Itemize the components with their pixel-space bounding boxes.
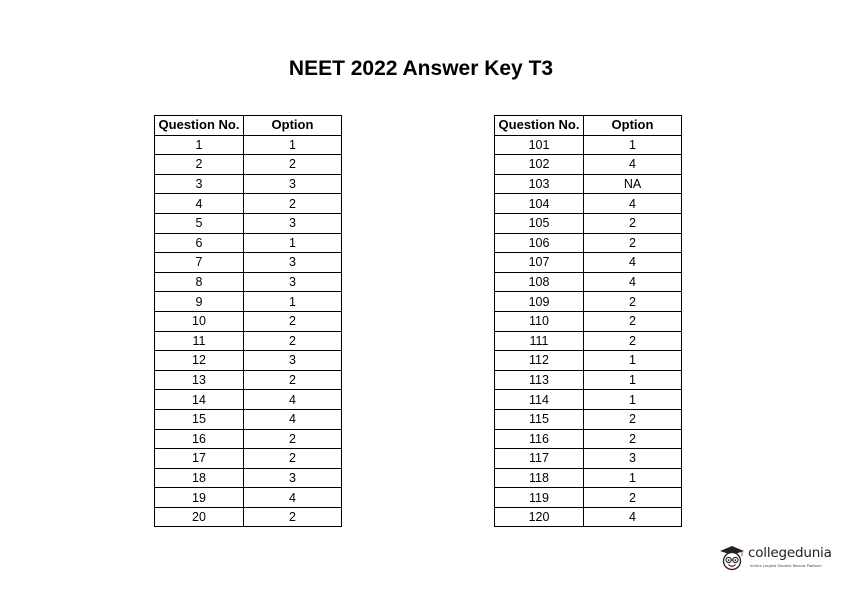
table-row [155, 409, 342, 429]
option-cell: 2 [584, 331, 682, 351]
option-cell: 4 [584, 155, 682, 175]
option-cell: 2 [584, 488, 682, 508]
table-row [155, 331, 342, 351]
option-cell: 2 [244, 507, 342, 527]
question-number-cell: 110 [495, 311, 584, 331]
table-row [495, 272, 682, 292]
question-number-cell: 120 [495, 507, 584, 527]
question-number-cell: 108 [495, 272, 584, 292]
question-number-cell: 111 [495, 331, 584, 351]
logo-tagline: India's Largest Student Review Platform [750, 564, 822, 568]
option-cell: 2 [244, 429, 342, 449]
answer-rows [155, 135, 342, 527]
table-header-row [495, 116, 682, 136]
table-row [155, 449, 342, 469]
table-row [155, 194, 342, 214]
option-cell: 3 [244, 351, 342, 371]
question-number-cell: 9 [155, 292, 244, 312]
table-row [495, 155, 682, 175]
question-number-cell: 8 [155, 272, 244, 292]
table-row [495, 311, 682, 331]
question-no-header: Question No. [495, 116, 584, 136]
table-row [495, 253, 682, 273]
question-number-cell: 15 [155, 409, 244, 429]
option-header: Option [244, 116, 342, 136]
question-number-cell: 17 [155, 449, 244, 469]
option-cell: NA [584, 174, 682, 194]
table-row [495, 507, 682, 527]
table-row [495, 174, 682, 194]
option-cell: 1 [584, 351, 682, 371]
collegedunia-logo [718, 542, 836, 576]
question-number-cell: 19 [155, 488, 244, 508]
question-number-cell: 4 [155, 194, 244, 214]
option-cell: 3 [244, 272, 342, 292]
question-number-cell: 106 [495, 233, 584, 253]
option-cell: 2 [244, 311, 342, 331]
question-number-cell: 13 [155, 370, 244, 390]
question-number-cell: 117 [495, 449, 584, 469]
option-cell: 3 [244, 174, 342, 194]
option-cell: 2 [244, 331, 342, 351]
question-number-cell: 109 [495, 292, 584, 312]
question-number-cell: 20 [155, 507, 244, 527]
table-row [155, 135, 342, 155]
option-cell: 2 [584, 213, 682, 233]
table-row [155, 351, 342, 371]
table-row [495, 390, 682, 410]
option-cell: 1 [244, 292, 342, 312]
table-row [495, 351, 682, 371]
question-number-cell: 2 [155, 155, 244, 175]
table-row [155, 488, 342, 508]
option-cell: 4 [244, 488, 342, 508]
question-number-cell: 14 [155, 390, 244, 410]
option-cell: 1 [244, 233, 342, 253]
option-cell: 1 [584, 370, 682, 390]
question-number-cell: 3 [155, 174, 244, 194]
table-row [155, 174, 342, 194]
option-cell: 3 [244, 213, 342, 233]
table-row [155, 507, 342, 527]
question-number-cell: 11 [155, 331, 244, 351]
option-cell: 2 [244, 370, 342, 390]
option-cell: 2 [584, 409, 682, 429]
table-row [155, 370, 342, 390]
option-cell: 3 [244, 253, 342, 273]
logo-wordmark: collegedunia [748, 545, 832, 561]
option-cell: 1 [584, 390, 682, 410]
option-cell: 2 [584, 311, 682, 331]
table-header-row [155, 116, 342, 136]
option-cell: 4 [584, 253, 682, 273]
table-row [155, 233, 342, 253]
question-number-cell: 7 [155, 253, 244, 273]
option-cell: 4 [584, 194, 682, 214]
table-row [155, 155, 342, 175]
question-number-cell: 102 [495, 155, 584, 175]
option-cell: 2 [584, 429, 682, 449]
option-cell: 2 [244, 449, 342, 469]
answer-key-table-right [494, 115, 682, 527]
table-row [155, 272, 342, 292]
option-cell: 2 [244, 155, 342, 175]
table-row [495, 213, 682, 233]
option-cell: 2 [584, 233, 682, 253]
question-number-cell: 116 [495, 429, 584, 449]
question-number-cell: 119 [495, 488, 584, 508]
table-row [495, 429, 682, 449]
table-row [495, 292, 682, 312]
table-row [155, 429, 342, 449]
question-number-cell: 105 [495, 213, 584, 233]
option-cell: 2 [244, 194, 342, 214]
option-cell: 4 [584, 507, 682, 527]
table-row [495, 449, 682, 469]
option-cell: 4 [244, 390, 342, 410]
table-row [155, 468, 342, 488]
option-cell: 4 [244, 409, 342, 429]
question-no-header: Question No. [155, 116, 244, 136]
question-number-cell: 104 [495, 194, 584, 214]
question-number-cell: 114 [495, 390, 584, 410]
answer-key-table-left [154, 115, 342, 527]
question-number-cell: 18 [155, 468, 244, 488]
table-row [495, 331, 682, 351]
table-row [155, 311, 342, 331]
option-header: Option [584, 116, 682, 136]
question-number-cell: 107 [495, 253, 584, 273]
question-number-cell: 113 [495, 370, 584, 390]
option-cell: 3 [244, 468, 342, 488]
option-cell: 1 [584, 468, 682, 488]
option-cell: 1 [244, 135, 342, 155]
question-number-cell: 101 [495, 135, 584, 155]
table-row [155, 292, 342, 312]
question-number-cell: 16 [155, 429, 244, 449]
question-number-cell: 112 [495, 351, 584, 371]
page-title: NEET 2022 Answer Key T3 [288, 57, 554, 80]
table-row [155, 253, 342, 273]
option-cell: 3 [584, 449, 682, 469]
table-row [495, 409, 682, 429]
table-row [495, 468, 682, 488]
table-row [495, 488, 682, 508]
table-row [495, 194, 682, 214]
option-cell: 2 [584, 292, 682, 312]
question-number-cell: 6 [155, 233, 244, 253]
question-number-cell: 12 [155, 351, 244, 371]
answer-rows [495, 135, 682, 527]
question-number-cell: 118 [495, 468, 584, 488]
question-number-cell: 5 [155, 213, 244, 233]
question-number-cell: 10 [155, 311, 244, 331]
table-row [495, 233, 682, 253]
table-row [495, 135, 682, 155]
table-row [495, 370, 682, 390]
table-row [155, 390, 342, 410]
option-cell: 1 [584, 135, 682, 155]
question-number-cell: 1 [155, 135, 244, 155]
table-row [155, 213, 342, 233]
question-number-cell: 115 [495, 409, 584, 429]
collegedunia-mascot-icon [718, 544, 746, 572]
question-number-cell: 103 [495, 174, 584, 194]
option-cell: 4 [584, 272, 682, 292]
